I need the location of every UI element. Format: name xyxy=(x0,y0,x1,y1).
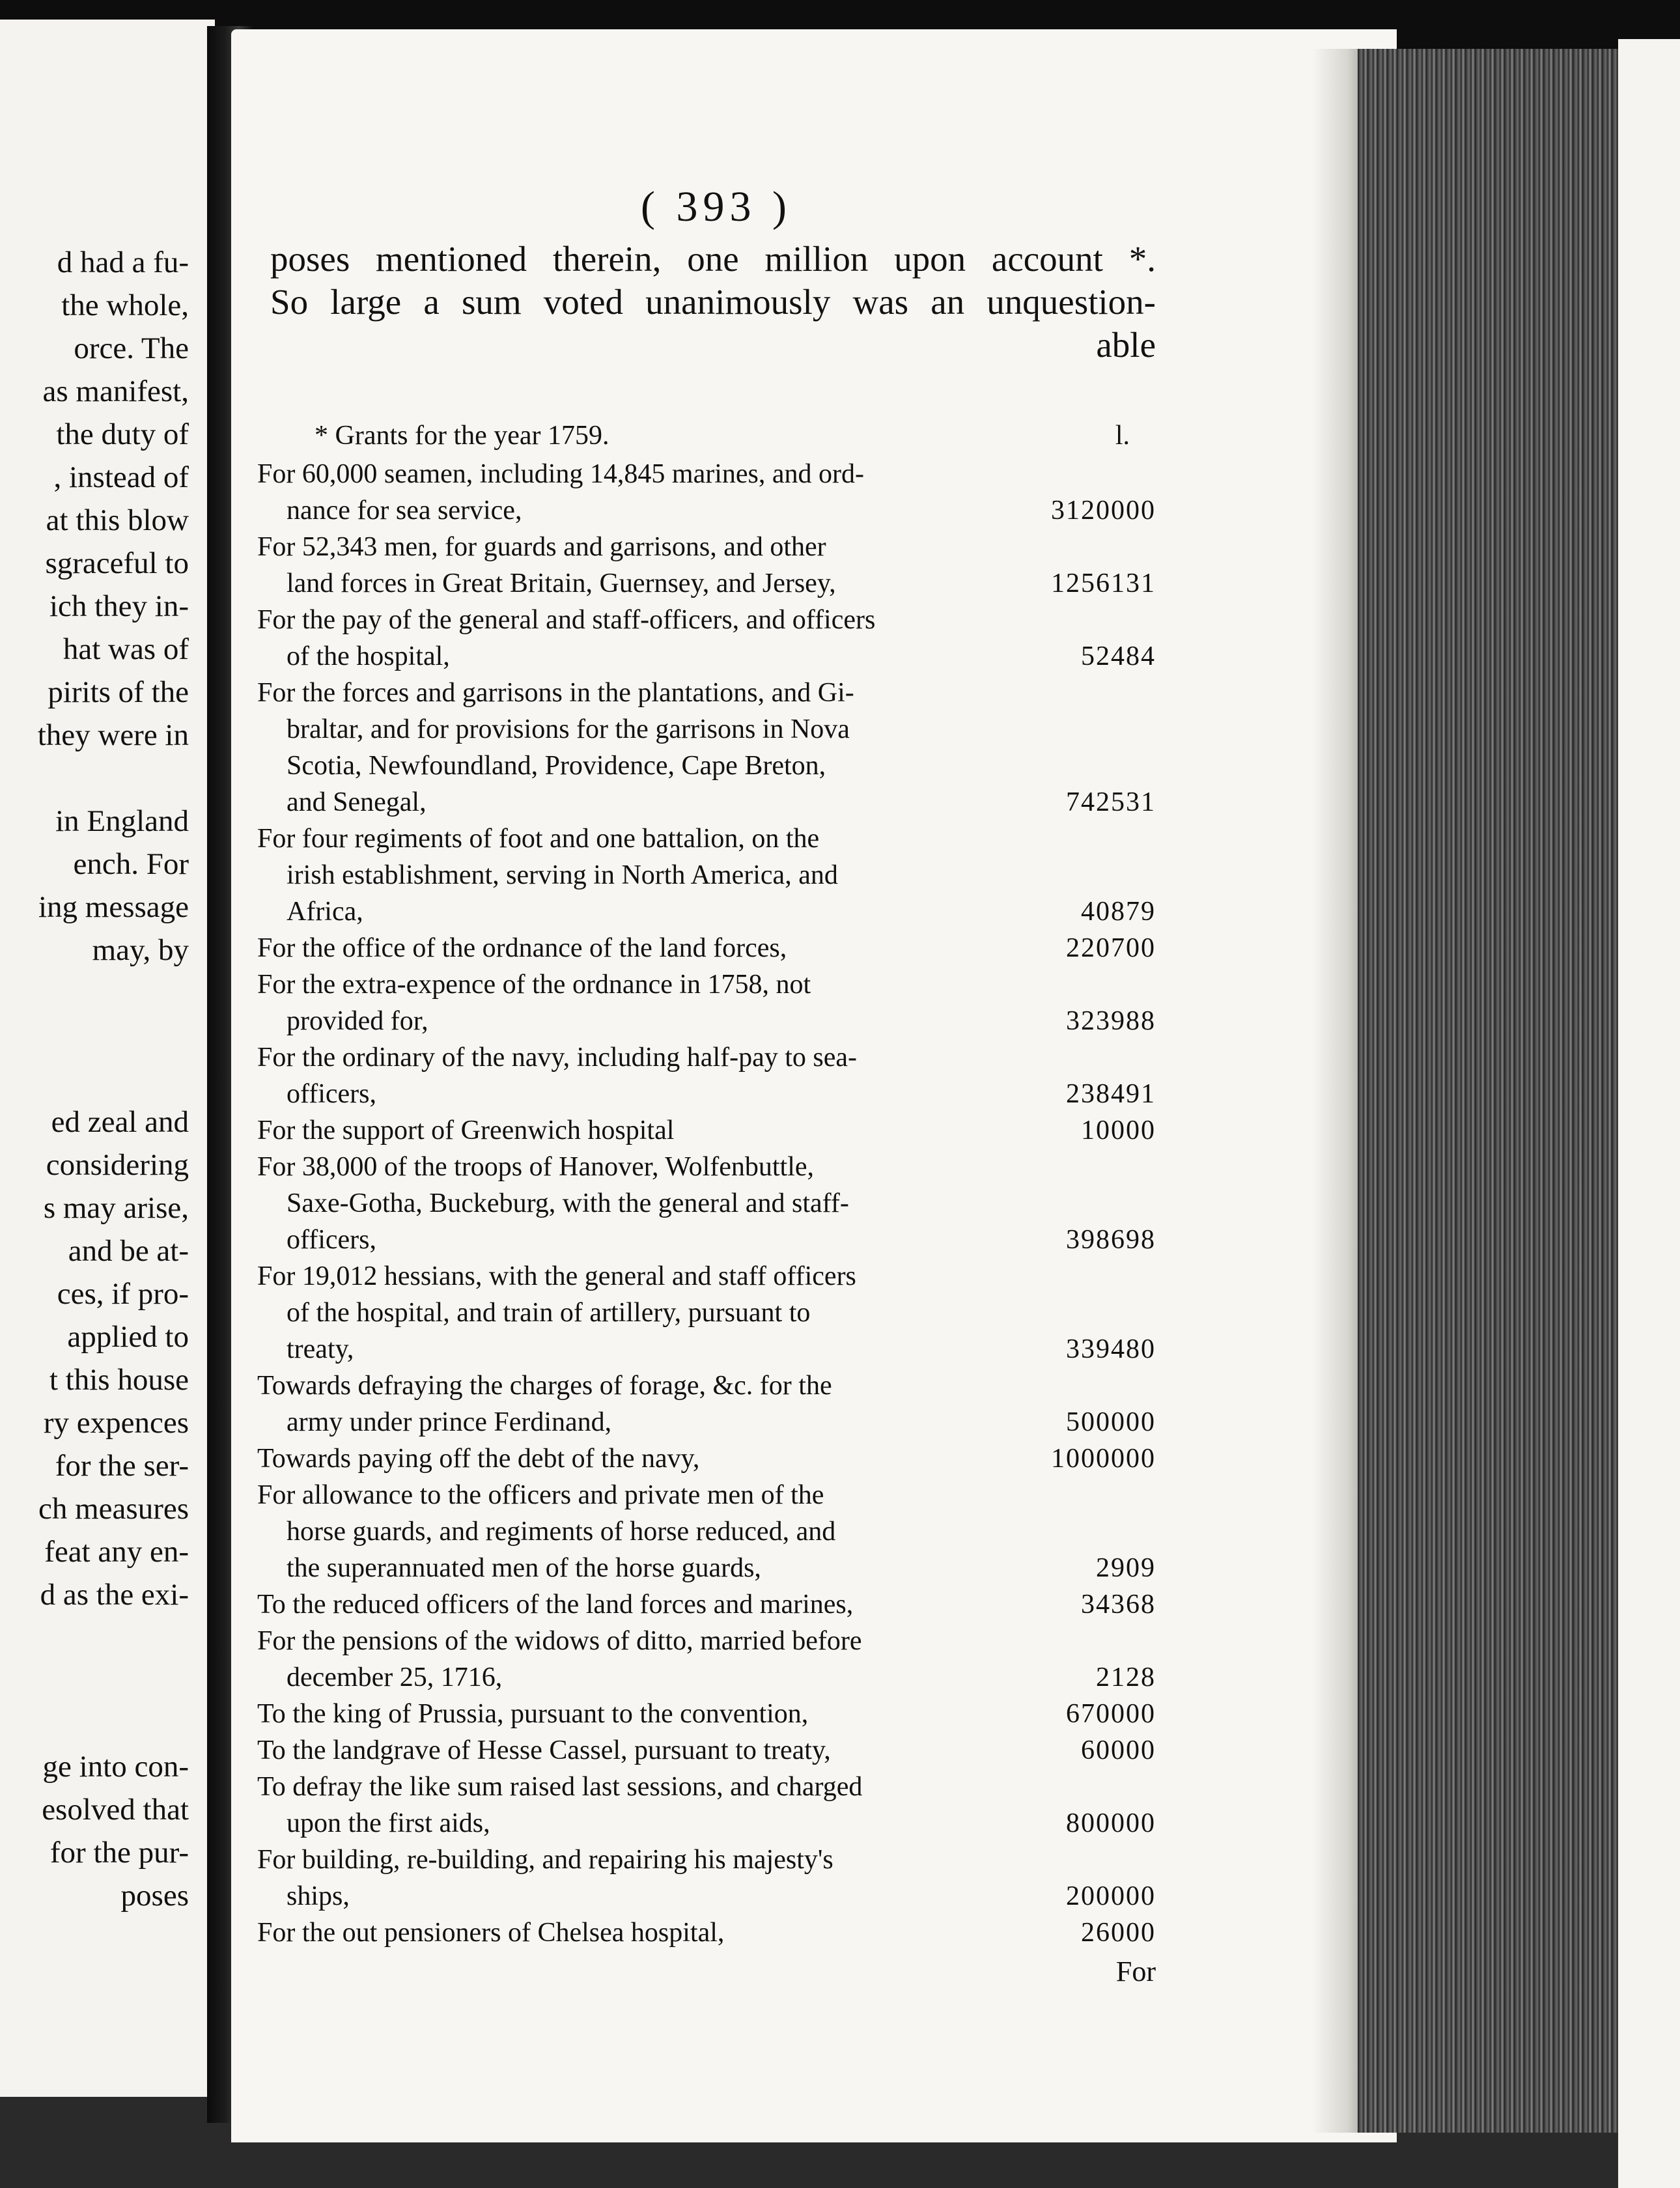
grant-line: For 52,343 men, for guards and garrisons, and other xyxy=(257,532,826,562)
left-page-line xyxy=(0,1616,189,1659)
grant-line: For the office of the ordnance of the land forces, xyxy=(257,933,787,963)
grant-line: army under prince Ferdinand, xyxy=(287,1407,612,1437)
grant-item xyxy=(257,1586,1156,1623)
left-page-line: pirits of the xyxy=(48,675,189,709)
grant-item xyxy=(257,456,1156,529)
left-page-line: t this house xyxy=(49,1363,189,1397)
grant-item xyxy=(257,602,1156,675)
grant-line: land forces in Great Britain, Guernsey, and Jersey, xyxy=(287,568,836,598)
grant-description xyxy=(257,1914,1026,1951)
grant-line: upon the first aids, xyxy=(287,1808,490,1838)
body-line: So large a sum voted unanimously was an unquestion- xyxy=(270,282,1156,322)
grant-amount: 200000 xyxy=(1066,1881,1156,1911)
grant-description xyxy=(257,529,1026,602)
grant-line: horse guards, and regiments of horse reduced, and xyxy=(287,1517,836,1547)
grant-amount: 10000 xyxy=(1081,1115,1156,1145)
grant-amount: 238491 xyxy=(1066,1079,1156,1109)
page-block-edges xyxy=(1358,49,1618,2133)
left-page-line: ch measures xyxy=(38,1492,189,1526)
grant-description xyxy=(257,602,1026,675)
grant-line: braltar, and for provisions for the garrisons in Nova xyxy=(287,714,850,744)
grants-footnote xyxy=(257,415,1156,1990)
left-page-line: esolved that xyxy=(42,1793,189,1827)
grant-line: For the out pensioners of Chelsea hospital, xyxy=(257,1918,725,1948)
grant-description xyxy=(257,930,1026,966)
left-page-line xyxy=(0,1702,189,1745)
left-page-line: poses xyxy=(120,1879,189,1913)
page-number: ( 393 ) xyxy=(641,183,792,231)
grant-line: To the landgrave of Hesse Cassel, pursuant to treaty, xyxy=(257,1735,831,1765)
grant-amount: 220700 xyxy=(1066,933,1156,963)
grant-line: Scotia, Newfoundland, Providence, Cape Breton, xyxy=(287,751,826,781)
grant-line: Towards defraying the charges of forage, &c. for the xyxy=(257,1371,832,1401)
grant-item xyxy=(257,966,1156,1039)
grant-line: Towards paying off the debt of the navy, xyxy=(257,1444,700,1474)
grant-description xyxy=(257,1623,1026,1696)
grant-description xyxy=(257,1368,1026,1440)
grant-item xyxy=(257,820,1156,930)
catchword-bottom: For xyxy=(1115,1956,1156,1987)
grant-description xyxy=(257,1440,1026,1477)
grant-item xyxy=(257,1368,1156,1440)
grant-amount: 339480 xyxy=(1066,1334,1156,1364)
scan-right-margin xyxy=(1618,39,1680,2188)
grant-item xyxy=(257,675,1156,820)
grant-description xyxy=(257,1842,1026,1914)
left-facing-page xyxy=(0,20,215,2097)
left-page-line: at this blow xyxy=(46,503,189,537)
left-page-line: sgraceful to xyxy=(45,546,189,580)
grant-amount: 60000 xyxy=(1081,1735,1156,1765)
grant-amount: 2909 xyxy=(1096,1553,1156,1583)
grant-amount: 800000 xyxy=(1066,1808,1156,1838)
left-page-line: may, by xyxy=(92,933,189,967)
grant-line: treaty, xyxy=(287,1334,354,1364)
catchword-top: able xyxy=(1096,325,1156,365)
left-page-line: ces, if pro- xyxy=(57,1277,189,1311)
grant-line: provided for, xyxy=(287,1006,428,1036)
grants-list xyxy=(257,456,1156,1951)
grant-line: Africa, xyxy=(287,897,363,927)
left-page-line xyxy=(0,757,189,800)
grant-line: Saxe-Gotha, Buckeburg, with the general and staff- xyxy=(287,1188,849,1218)
grant-line: the superannuated men of the horse guards, xyxy=(287,1553,761,1583)
left-page-line: s may arise, xyxy=(43,1191,189,1225)
grants-header xyxy=(257,415,1156,456)
left-page-line: the whole, xyxy=(61,288,189,322)
grant-line: of the hospital, and train of artillery, pursuant to xyxy=(287,1298,811,1328)
grant-amount: 52484 xyxy=(1081,641,1156,671)
grant-line: For the pensions of the widows of ditto, married before xyxy=(257,1626,862,1656)
grant-item xyxy=(257,1477,1156,1586)
left-page-text xyxy=(0,241,189,1917)
grant-item xyxy=(257,1258,1156,1368)
grant-amount: 26000 xyxy=(1081,1918,1156,1948)
grant-description xyxy=(257,1258,1026,1368)
left-page-line: d as the exi- xyxy=(40,1578,189,1612)
grant-line: officers, xyxy=(287,1079,376,1109)
grant-amount: 323988 xyxy=(1066,1006,1156,1036)
left-page-line: ry expences xyxy=(43,1406,189,1440)
grant-line: nance for sea service, xyxy=(287,496,522,526)
grant-line: december 25, 1716, xyxy=(287,1662,503,1692)
left-page-line xyxy=(0,1659,189,1702)
grant-item xyxy=(257,930,1156,966)
grant-amount: 1256131 xyxy=(1051,568,1156,598)
grant-item xyxy=(257,1769,1156,1842)
grant-amount: 670000 xyxy=(1066,1699,1156,1729)
left-page-line: for the ser- xyxy=(55,1449,189,1483)
grant-item xyxy=(257,1039,1156,1112)
grant-line: To the king of Prussia, pursuant to the convention, xyxy=(257,1699,809,1729)
left-page-line: , instead of xyxy=(53,460,189,494)
grant-line: of the hospital, xyxy=(287,641,450,671)
grant-description xyxy=(257,1039,1026,1112)
grant-item xyxy=(257,1732,1156,1769)
body-text xyxy=(270,238,1156,367)
grant-amount: 1000000 xyxy=(1051,1444,1156,1474)
left-page-line: in England xyxy=(55,804,189,838)
grant-item xyxy=(257,1696,1156,1732)
grant-item xyxy=(257,1842,1156,1914)
grant-line: For building, re-building, and repairing his majesty's xyxy=(257,1845,833,1875)
left-page-line: ge into con- xyxy=(42,1750,189,1784)
grant-description xyxy=(257,1149,1026,1258)
grant-description xyxy=(257,820,1026,930)
left-page-line: ed zeal and xyxy=(51,1105,189,1139)
grant-line: irish establishment, serving in North America, and xyxy=(287,860,838,890)
grant-line: For the ordinary of the navy, including half-pay to sea- xyxy=(257,1043,858,1073)
left-page-line: and be at- xyxy=(68,1234,189,1268)
grant-line: ships, xyxy=(287,1881,350,1911)
grant-line: For 38,000 of the troops of Hanover, Wolfenbuttle, xyxy=(257,1152,815,1182)
left-page-line: feat any en- xyxy=(44,1535,189,1569)
left-page-line xyxy=(0,972,189,1015)
left-page-line xyxy=(0,1015,189,1058)
grant-item xyxy=(257,1914,1156,1951)
grant-amount: 742531 xyxy=(1066,787,1156,817)
grant-line: To defray the like sum raised last sessions, and charged xyxy=(257,1772,863,1802)
left-page-line: for the pur- xyxy=(49,1836,189,1870)
grant-line: For 19,012 hessians, with the general and staff officers xyxy=(257,1261,856,1291)
grant-item xyxy=(257,1112,1156,1149)
left-page-line: ich they in- xyxy=(49,589,189,623)
grant-description xyxy=(257,1732,1026,1769)
grant-description xyxy=(257,1769,1026,1842)
grant-line: For the extra-expence of the ordnance in 1758, not xyxy=(257,970,811,1000)
left-page-line xyxy=(0,1058,189,1101)
grant-description xyxy=(257,1586,1026,1623)
grant-line: For the pay of the general and staff-officers, and officers xyxy=(257,605,876,635)
left-page-line: considering xyxy=(46,1148,189,1182)
grant-item xyxy=(257,1440,1156,1477)
left-page-line: ing message xyxy=(38,890,189,924)
left-page-line: applied to xyxy=(67,1320,189,1354)
left-page-line: orce. The xyxy=(74,331,189,365)
grant-amount: 3120000 xyxy=(1051,496,1156,526)
left-page-line: ench. For xyxy=(73,847,189,881)
left-page-line: the duty of xyxy=(56,417,189,451)
grant-line: and Senegal, xyxy=(287,787,427,817)
currency-label: l. xyxy=(1115,421,1130,451)
left-page-line: hat was of xyxy=(63,632,189,666)
grant-item xyxy=(257,529,1156,602)
grant-amount: 500000 xyxy=(1066,1407,1156,1437)
grant-line: For the support of Greenwich hospital xyxy=(257,1115,675,1145)
grant-description xyxy=(257,966,1026,1039)
grant-line: For four regiments of foot and one battalion, on the xyxy=(257,824,820,854)
grant-amount: 40879 xyxy=(1081,897,1156,927)
grant-description xyxy=(257,675,1026,820)
body-line: poses mentioned therein, one million upon account *. xyxy=(270,239,1156,279)
grant-description xyxy=(257,1112,1026,1149)
grants-heading: * Grants for the year 1759. xyxy=(315,421,609,451)
left-page-line: d had a fu- xyxy=(57,245,189,279)
grant-description xyxy=(257,1477,1026,1586)
left-page-line: as manifest, xyxy=(42,374,189,408)
grant-description xyxy=(257,456,1026,529)
grant-line: For allowance to the officers and private men of the xyxy=(257,1480,824,1510)
grant-line: To the reduced officers of the land forces and marines, xyxy=(257,1590,854,1620)
grant-line: officers, xyxy=(287,1225,376,1255)
grant-line: For the forces and garrisons in the plantations, and Gi- xyxy=(257,678,854,708)
grant-amount: 2128 xyxy=(1096,1662,1156,1692)
grant-item xyxy=(257,1149,1156,1258)
grant-line: For 60,000 seamen, including 14,845 marines, and ord- xyxy=(257,459,864,489)
left-page-line: they were in xyxy=(37,718,189,752)
grant-description xyxy=(257,1696,1026,1732)
grant-item xyxy=(257,1623,1156,1696)
grant-amount: 398698 xyxy=(1066,1225,1156,1255)
grant-amount: 34368 xyxy=(1081,1590,1156,1620)
